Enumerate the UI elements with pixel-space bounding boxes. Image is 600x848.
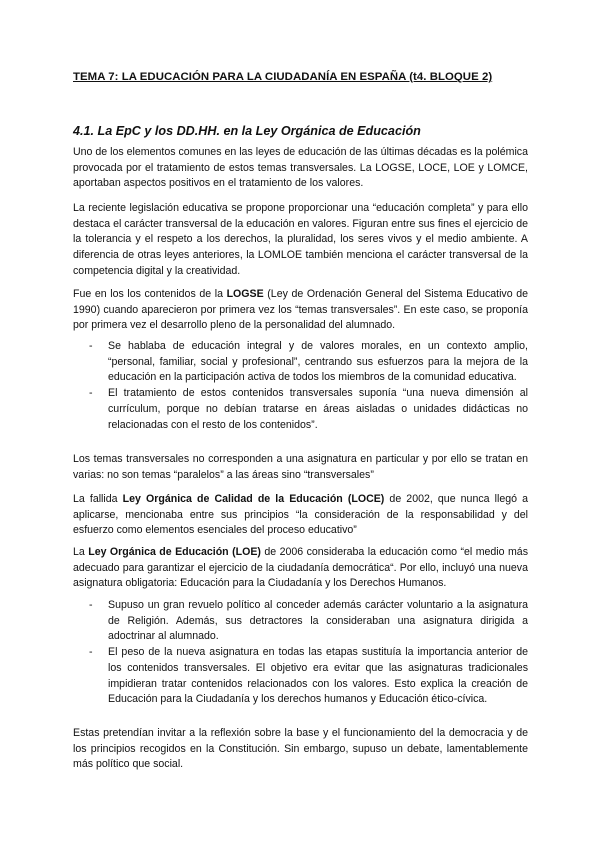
list-item: - El tratamiento de estos contenidos transversales suponía “una nueva dimensión al currículum, porque no debían tratarse en áreas aisladas o unidades didácticas no relacionadas con el resto de los contenidos”. bbox=[73, 386, 528, 433]
paragraph-loe bbox=[73, 545, 528, 592]
section-heading: 4.1. La EpC y los DD.HH. en la Ley Orgánica de Educación bbox=[73, 124, 421, 138]
paragraph-loce bbox=[73, 492, 528, 539]
list-item: - Se hablaba de educación integral y de valores morales, en un contexto amplio, “personal, familiar, social y profesional”, centrando sus esfuerzos para la mejora de la educación en la participación activa de todos los miembros de la comunidad educativa. bbox=[73, 339, 528, 386]
list-item: - Supuso un gran revuelo político al conceder además carácter voluntario a la asignatura de Religión. Además, sus detractores la consideraban una asignatura dirigida a adoctrinar al alumnado. bbox=[73, 598, 528, 645]
paragraph-loce-pre: La fallida bbox=[73, 493, 123, 505]
logse-bullet-list bbox=[73, 339, 528, 433]
paragraph-logse-pre: Fue en los los contenidos de la bbox=[73, 288, 227, 300]
paragraph-loce-post: de 2002, que nunca llegó a aplicarse, mencionaba entre sus principios “la consideración de la responsabilidad y del esfuerzo como elementos esenciales del proceso educativo” bbox=[73, 493, 528, 537]
logse-term: LOGSE bbox=[226, 288, 264, 300]
paragraph-transversal: Los temas transversales no corresponden a una asignatura en particular y por ello se tratan en varias: no son temas “paralelos” a las áreas sino “transversales” bbox=[73, 453, 528, 481]
paragraph-conclusion: Estas pretendían invitar a la reflexión sobre la base y el funcionamiento del la democracia y de los principios recogidos en la Constitución. Sin embargo, supuso un debate, lamentablemente más político que social. bbox=[73, 727, 528, 771]
list-item: - El peso de la nueva asignatura en todas las etapas sustituía la importancia anterior de los contenidos transversales. El objetivo era evitar que las asignaturas tradicionales impidieran tratar contenidos relacionados con los valores. Esto explica la creación de Educación para la Ciudadanía y los derechos humanos y Educación ético-cívica. bbox=[73, 645, 528, 708]
loe-term: Ley Orgánica de Educación (LOE) bbox=[88, 546, 261, 558]
paragraph-logse bbox=[73, 287, 528, 334]
loe-bullet-list bbox=[73, 598, 528, 708]
page-title: TEMA 7: LA EDUCACIÓN PARA LA CIUDADANÍA EN ESPAÑA (t4. BLOQUE 2) bbox=[73, 71, 493, 83]
paragraph-loe-post: de 2006 consideraba la educación como “el medio más adecuado para garantizar el ejercicio de la ciudadanía democrática“. Por ello, incluyó una nueva asignatura obligatoria: Educación para la Ciudadanía y los Derechos Humanos. bbox=[73, 546, 528, 590]
loce-term: Ley Orgánica de Calidad de la Educación (LOCE) bbox=[122, 493, 385, 505]
paragraph-recent-legislation: La reciente legislación educativa se propone proporcionar una “educación completa” y para ello destaca el carácter transversal de la educación en valores. Figuran entre sus fines el ejercicio de la tolerancia y el respeto a los derechos, la pluralidad, los seres vivos y el medio ambiente. A diferencia de otras leyes anteriores, la LOMLOE también menciona el carácter transversal de la competencia digital y la creatividad. bbox=[73, 202, 528, 277]
paragraph-logse-post: (Ley de Ordenación General del Sistema Educativo de 1990) cuando aparecieron por primera vez los “temas transversales”. En este caso, se proponía por primera vez el desarrollo pleno de la personalidad del alumnado. bbox=[73, 288, 529, 332]
paragraph-intro: Uno de los elementos comunes en las leyes de educación de las últimas décadas es la polémica provocada por el tratamiento de estos temas transversales. La LOGSE, LOCE, LOE y LOMCE, aportaban aspectos positivos en el tratamiento de los valores. bbox=[73, 146, 528, 190]
paragraph-loe-pre: La bbox=[73, 546, 89, 558]
